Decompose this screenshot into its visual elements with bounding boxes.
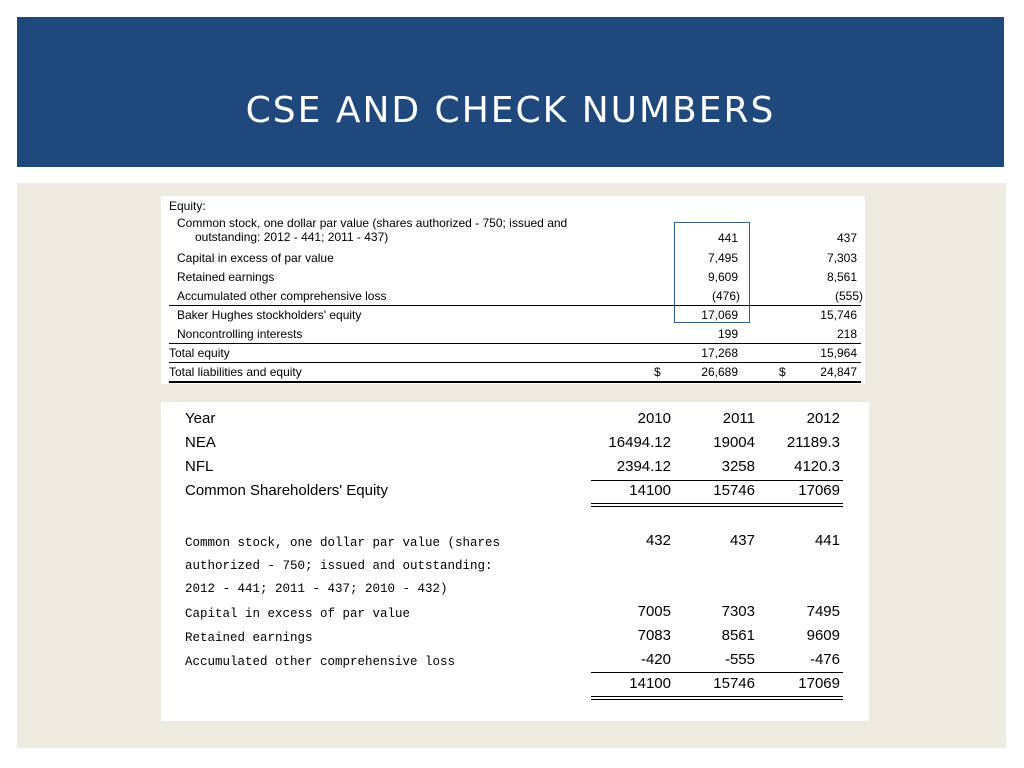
- bs-value-2012: 199: [717, 327, 738, 341]
- year-2011: 2011: [722, 410, 755, 427]
- bs-row-label: Noncontrolling interests: [177, 327, 303, 341]
- nfl-2012: 4120.3: [794, 458, 840, 475]
- common-stock-desc-line2: outstanding: 2012 - 441; 2011 - 437): [195, 230, 389, 244]
- double-rule-bottom: [591, 699, 843, 700]
- bs-value-2011: 15,964: [820, 346, 857, 360]
- nea-2011: 19004: [713, 434, 755, 451]
- bs-value-2011: (555): [834, 289, 863, 303]
- aoci-2011: -555: [724, 651, 755, 668]
- retained-2012: 9609: [806, 627, 840, 644]
- slide-title: CSE AND CHECK NUMBERS: [245, 90, 776, 131]
- capital-label: Capital in excess of par value: [185, 607, 411, 621]
- bs-value-2012: 7,495: [707, 251, 738, 265]
- retained-label: Retained earnings: [185, 631, 313, 645]
- bs-row-label: Baker Hughes stockholders' equity: [177, 308, 362, 322]
- bs-row-total-liabilities: [161, 364, 865, 381]
- bs-row-retained: [161, 269, 865, 286]
- bs-row-label: Accumulated other comprehensive loss: [177, 289, 387, 303]
- bs-value-2011: 24,847: [820, 365, 857, 379]
- divider: [169, 362, 861, 363]
- bs-row-capital: [161, 250, 865, 267]
- common-stock-desc-line1: Common stock, one dollar par value (shares: [185, 536, 501, 550]
- balance-sheet-image: [161, 196, 865, 384]
- capital-2010: 7005: [637, 603, 671, 620]
- summary-table: [161, 402, 869, 721]
- bs-row-noncontrolling: [161, 326, 865, 343]
- cse-label: Common Shareholders' Equity: [185, 482, 388, 499]
- cse-2010: 14100: [629, 482, 671, 499]
- retained-2011: 8561: [721, 627, 755, 644]
- bs-row-aoci: [161, 288, 865, 305]
- bs-common-stock-2012: 441: [717, 231, 738, 245]
- bs-row-label: Capital in excess of par value: [177, 251, 334, 265]
- double-rule-top: [591, 696, 843, 697]
- aoci-2010: -420: [640, 651, 671, 668]
- bs-row-bh-equity: [161, 307, 865, 324]
- common-stock-2011: 437: [729, 532, 755, 549]
- nea-2010: 16494.12: [608, 434, 671, 451]
- currency-symbol: $: [779, 365, 786, 379]
- equity-heading: Equity:: [169, 199, 206, 213]
- common-stock-2012: 441: [814, 532, 840, 549]
- retained-2010: 7083: [637, 627, 671, 644]
- title-banner: [17, 17, 1004, 167]
- bs-value-2011: 218: [836, 327, 857, 341]
- sum-rule: [591, 480, 843, 481]
- double-rule-top: [591, 503, 843, 504]
- highlight-box-2012: [674, 222, 750, 323]
- double-rule: [169, 381, 861, 383]
- currency-symbol: $: [654, 365, 661, 379]
- capital-2011: 7303: [721, 603, 755, 620]
- sum-rule: [591, 672, 843, 673]
- total-2010: 14100: [629, 675, 671, 692]
- bs-value-2011: 15,746: [820, 308, 857, 322]
- bs-value-2012: 17,268: [701, 346, 738, 360]
- bs-value-2012: 17,069: [701, 308, 738, 322]
- cse-2012: 17069: [798, 482, 840, 499]
- double-rule-bottom: [591, 506, 843, 507]
- common-stock-desc-line1: Common stock, one dollar par value (shares authorized - 750; issued and: [177, 216, 568, 230]
- nfl-label: NFL: [185, 458, 214, 475]
- cse-2011: 15746: [713, 482, 755, 499]
- bs-value-2012: (476): [711, 289, 740, 303]
- aoci-2012: -476: [809, 651, 840, 668]
- common-stock-desc-line3: 2012 - 441; 2011 - 437; 2010 - 432): [185, 582, 448, 596]
- aoci-label: Accumulated other comprehensive loss: [185, 655, 456, 669]
- bs-row-label: Retained earnings: [177, 270, 275, 284]
- bs-value-2011: 7,303: [826, 251, 857, 265]
- bs-row-label: Total equity: [169, 346, 230, 360]
- bs-row-total-equity: [161, 345, 865, 362]
- bs-value-2012: 26,689: [701, 365, 738, 379]
- year-2010: 2010: [637, 410, 671, 427]
- nea-2012: 21189.3: [786, 434, 840, 451]
- bs-common-stock-2011: 437: [836, 231, 857, 245]
- bs-row-label: Total liabilities and equity: [169, 365, 302, 379]
- divider: [169, 305, 861, 306]
- total-2011: 15746: [713, 675, 755, 692]
- nfl-2011: 3258: [721, 458, 755, 475]
- nea-label: NEA: [185, 434, 216, 451]
- total-2012: 17069: [798, 675, 840, 692]
- capital-2012: 7495: [806, 603, 840, 620]
- nfl-2010: 2394.12: [616, 458, 671, 475]
- bs-value-2012: 9,609: [707, 270, 738, 284]
- divider: [169, 343, 861, 344]
- bs-value-2011: 8,561: [826, 270, 857, 284]
- common-stock-2010: 432: [645, 532, 671, 549]
- common-stock-desc-line2: authorized - 750; issued and outstanding:: [185, 559, 493, 573]
- year-2012: 2012: [806, 410, 840, 427]
- year-label: Year: [185, 410, 216, 427]
